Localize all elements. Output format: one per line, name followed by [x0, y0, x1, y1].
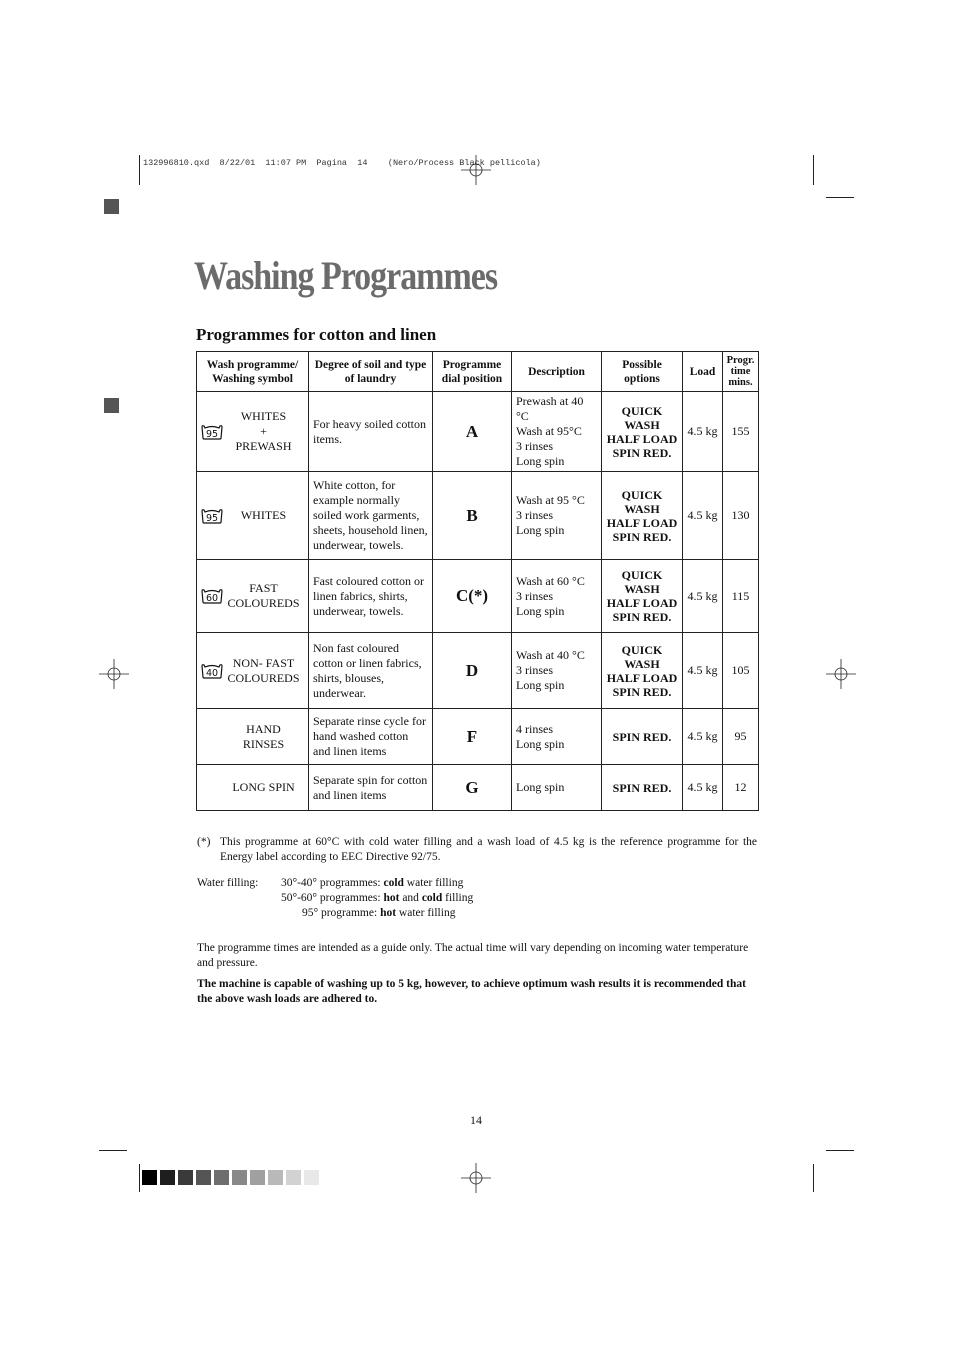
time-cell: 12 — [723, 765, 759, 811]
option-line: QUICK WASH — [621, 487, 663, 516]
registration-mark — [99, 659, 129, 689]
wash-tub-icon — [201, 424, 223, 440]
symbol-cell — [197, 392, 309, 472]
filling-text: water filling — [403, 877, 464, 889]
options-cell — [602, 560, 683, 633]
filling-text: filling — [442, 892, 474, 904]
tub-temperature: 95 — [205, 512, 219, 524]
crop-mark — [813, 1164, 814, 1192]
soil-cell: White cotton, for example normally soiled work garments, sheets, household linen, underwear, towels. — [309, 472, 433, 560]
water-filling-row — [281, 891, 473, 906]
header-description: Description — [512, 352, 602, 392]
symbol-cell — [197, 765, 309, 811]
load-cell: 4.5 kg — [683, 392, 723, 472]
dial-position: C(*) — [433, 560, 512, 633]
soil-cell: Separate spin for cotton and linen items — [309, 765, 433, 811]
description-line: Long spin — [516, 523, 565, 537]
crop-mark — [139, 1164, 140, 1192]
filling-text: hot — [383, 892, 400, 904]
color-swatch — [160, 1170, 175, 1185]
options-cell — [602, 709, 683, 765]
time-cell: 105 — [723, 633, 759, 709]
load-cell: 4.5 kg — [683, 765, 723, 811]
color-swatch — [232, 1170, 247, 1185]
filling-text: water filling — [396, 907, 456, 919]
option-line: HALF LOAD — [606, 431, 678, 446]
color-swatch — [142, 1170, 157, 1185]
table-row — [197, 560, 759, 633]
option-line: HALF LOAD — [606, 515, 678, 530]
registration-mark — [461, 155, 491, 185]
dial-position: D — [433, 633, 512, 709]
option-line: HALF LOAD — [606, 670, 678, 685]
table-row — [197, 709, 759, 765]
description-cell — [512, 392, 602, 472]
water-filling-row — [281, 906, 473, 921]
crop-mark — [139, 155, 140, 185]
programme-label — [223, 409, 304, 454]
registration-mark — [826, 659, 856, 689]
options-cell — [602, 765, 683, 811]
load-cell: 4.5 kg — [683, 709, 723, 765]
option-line: QUICK WASH — [621, 568, 663, 596]
time-cell: 95 — [723, 709, 759, 765]
temperature-range: 50°-60° programmes: — [281, 892, 384, 904]
table-row — [197, 392, 759, 472]
page-number: 14 — [470, 1113, 482, 1127]
table-row — [197, 633, 759, 709]
footnote-text: This programme at 60°C with cold water filling and a wash load of 4.5 kg is the reference programme for the Energy label according to EEC Directive 92/75. — [220, 836, 757, 863]
programme-label — [223, 508, 304, 523]
header-time: Progr. time mins. — [723, 352, 759, 392]
dial-position: A — [433, 392, 512, 472]
header-load: Load — [683, 352, 723, 392]
margin-square — [104, 398, 119, 413]
crop-mark — [826, 1150, 854, 1151]
soil-cell: Separate rinse cycle for hand washed cotton and linen items — [309, 709, 433, 765]
options-cell — [602, 472, 683, 560]
footnote — [197, 835, 757, 865]
symbol-cell — [197, 472, 309, 560]
options-cell — [602, 392, 683, 472]
water-filling — [197, 876, 473, 921]
tub-temperature: 95 — [205, 428, 219, 440]
description-cell — [512, 633, 602, 709]
header-options: Possible options — [602, 352, 683, 392]
load-cell: 4.5 kg — [683, 633, 723, 709]
description-line: 4 rinses — [516, 721, 553, 736]
option-line: QUICK WASH — [621, 642, 663, 671]
footnote-mark: (*) — [197, 836, 211, 848]
print-slug: 132996810.qxd 8/22/01 11:07 PM Pagina 14 (Nero/Process Black pellicola) — [143, 158, 541, 168]
options-cell — [602, 633, 683, 709]
crop-mark — [813, 155, 814, 185]
color-swatch — [196, 1170, 211, 1185]
load-cell: 4.5 kg — [683, 472, 723, 560]
crop-mark — [826, 197, 854, 198]
soil-cell: Fast coloured cotton or linen fabrics, shirts, underwear, towels. — [309, 560, 433, 633]
option-line: HALF LOAD — [606, 596, 678, 610]
description-line: 3 rinses — [516, 663, 553, 677]
color-swatch — [286, 1170, 301, 1185]
programme-label — [223, 656, 304, 686]
time-cell: 115 — [723, 560, 759, 633]
color-swatch — [250, 1170, 265, 1185]
option-line: SPIN RED. — [612, 445, 672, 460]
description-line: Prewash at 40 °C — [516, 394, 584, 423]
symbol-cell — [197, 633, 309, 709]
programme-label-line: COLOUREDS — [227, 670, 300, 685]
wash-tub-icon — [201, 588, 223, 604]
description-line: Wash at 95°C — [516, 424, 582, 438]
option-line: QUICK WASH — [621, 403, 663, 432]
programme-label-line: FAST — [249, 581, 278, 595]
description-line: Long spin — [516, 454, 565, 468]
filling-text: hot — [380, 907, 397, 919]
option-line: SPIN RED. — [612, 780, 672, 795]
programme-label-line: COLOUREDS — [227, 596, 300, 610]
dial-position: B — [433, 472, 512, 560]
description-line: Wash at 40 °C — [516, 648, 585, 662]
tub-temperature: 60 — [205, 593, 219, 604]
wash-tub-icon — [201, 508, 223, 524]
table-row — [197, 765, 759, 811]
programme-label-line: RINSES — [242, 736, 285, 751]
water-filling-row — [281, 876, 473, 891]
header-dial: Programme dial position — [433, 352, 512, 392]
guide-note: The programme times are intended as a guide only. The actual time will vary depending on incoming water temperature and pressure. — [197, 942, 749, 969]
registration-mark — [461, 1163, 491, 1193]
description-line: 3 rinses — [516, 439, 553, 453]
programme-label-line: HAND — [246, 721, 281, 736]
color-swatch — [304, 1170, 319, 1185]
color-swatch — [178, 1170, 193, 1185]
programme-label — [223, 722, 304, 752]
margin-square — [104, 199, 119, 214]
programmes-table — [196, 351, 759, 811]
programme-label-line: PREWASH — [235, 439, 292, 453]
header-symbol: Wash programme/ Washing symbol — [197, 352, 309, 392]
symbol-cell — [197, 709, 309, 765]
description-cell — [512, 765, 602, 811]
programme-label-line: NON- FAST — [232, 655, 295, 670]
option-line: SPIN RED. — [612, 529, 672, 544]
description-line: Long spin — [516, 736, 565, 751]
option-line: SPIN RED. — [612, 729, 672, 744]
temperature-range: 95° programme: — [302, 907, 381, 919]
load-warning: The machine is capable of washing up to 5 kg, however, to achieve optimum wash results it is recommended that the above wash loads are adhered to. — [197, 978, 746, 1005]
wash-tub-icon — [201, 663, 223, 679]
programme-label-line: LONG SPIN — [232, 780, 295, 794]
load-cell: 4.5 kg — [683, 560, 723, 633]
tub-temperature: 40 — [205, 667, 219, 679]
filling-text: cold — [421, 892, 443, 904]
option-line: SPIN RED. — [612, 610, 672, 624]
dial-position: G — [433, 765, 512, 811]
color-swatch — [268, 1170, 283, 1185]
description-line: Wash at 60 °C — [516, 573, 585, 588]
dial-position: F — [433, 709, 512, 765]
description-line: 3 rinses — [516, 508, 553, 522]
programme-label — [223, 780, 304, 795]
soil-cell: Non fast coloured cotton or linen fabrics, shirts, blouses, underwear. — [309, 633, 433, 709]
crop-mark — [99, 1150, 127, 1151]
header-soil: Degree of soil and type of laundry — [309, 352, 433, 392]
table-row — [197, 472, 759, 560]
programme-label-line: WHITES — [240, 508, 287, 522]
description-cell — [512, 472, 602, 560]
description-line: 3 rinses — [516, 588, 553, 603]
section-subtitle: Programmes for cotton and linen — [196, 325, 437, 344]
programme-label-line: + — [260, 424, 267, 438]
filling-text: and — [399, 892, 422, 904]
filling-text: cold — [383, 877, 404, 889]
symbol-cell — [197, 560, 309, 633]
description-cell — [512, 709, 602, 765]
description-cell — [512, 560, 602, 633]
temperature-range: 30°-40° programmes: — [281, 877, 384, 889]
soil-cell: For heavy soiled cotton items. — [309, 392, 433, 472]
color-swatch — [214, 1170, 229, 1185]
description-line: Long spin — [516, 780, 565, 794]
description-line: Wash at 95 °C — [516, 493, 585, 507]
water-filling-label: Water filling: — [197, 877, 259, 889]
time-cell: 130 — [723, 472, 759, 560]
time-cell: 155 — [723, 392, 759, 472]
description-line: Long spin — [516, 678, 565, 692]
option-line: SPIN RED. — [612, 684, 672, 699]
programme-label — [223, 581, 304, 611]
programme-label-line: WHITES — [240, 409, 287, 423]
description-line: Long spin — [516, 603, 565, 618]
page-title: Washing Programmes — [194, 253, 498, 298]
